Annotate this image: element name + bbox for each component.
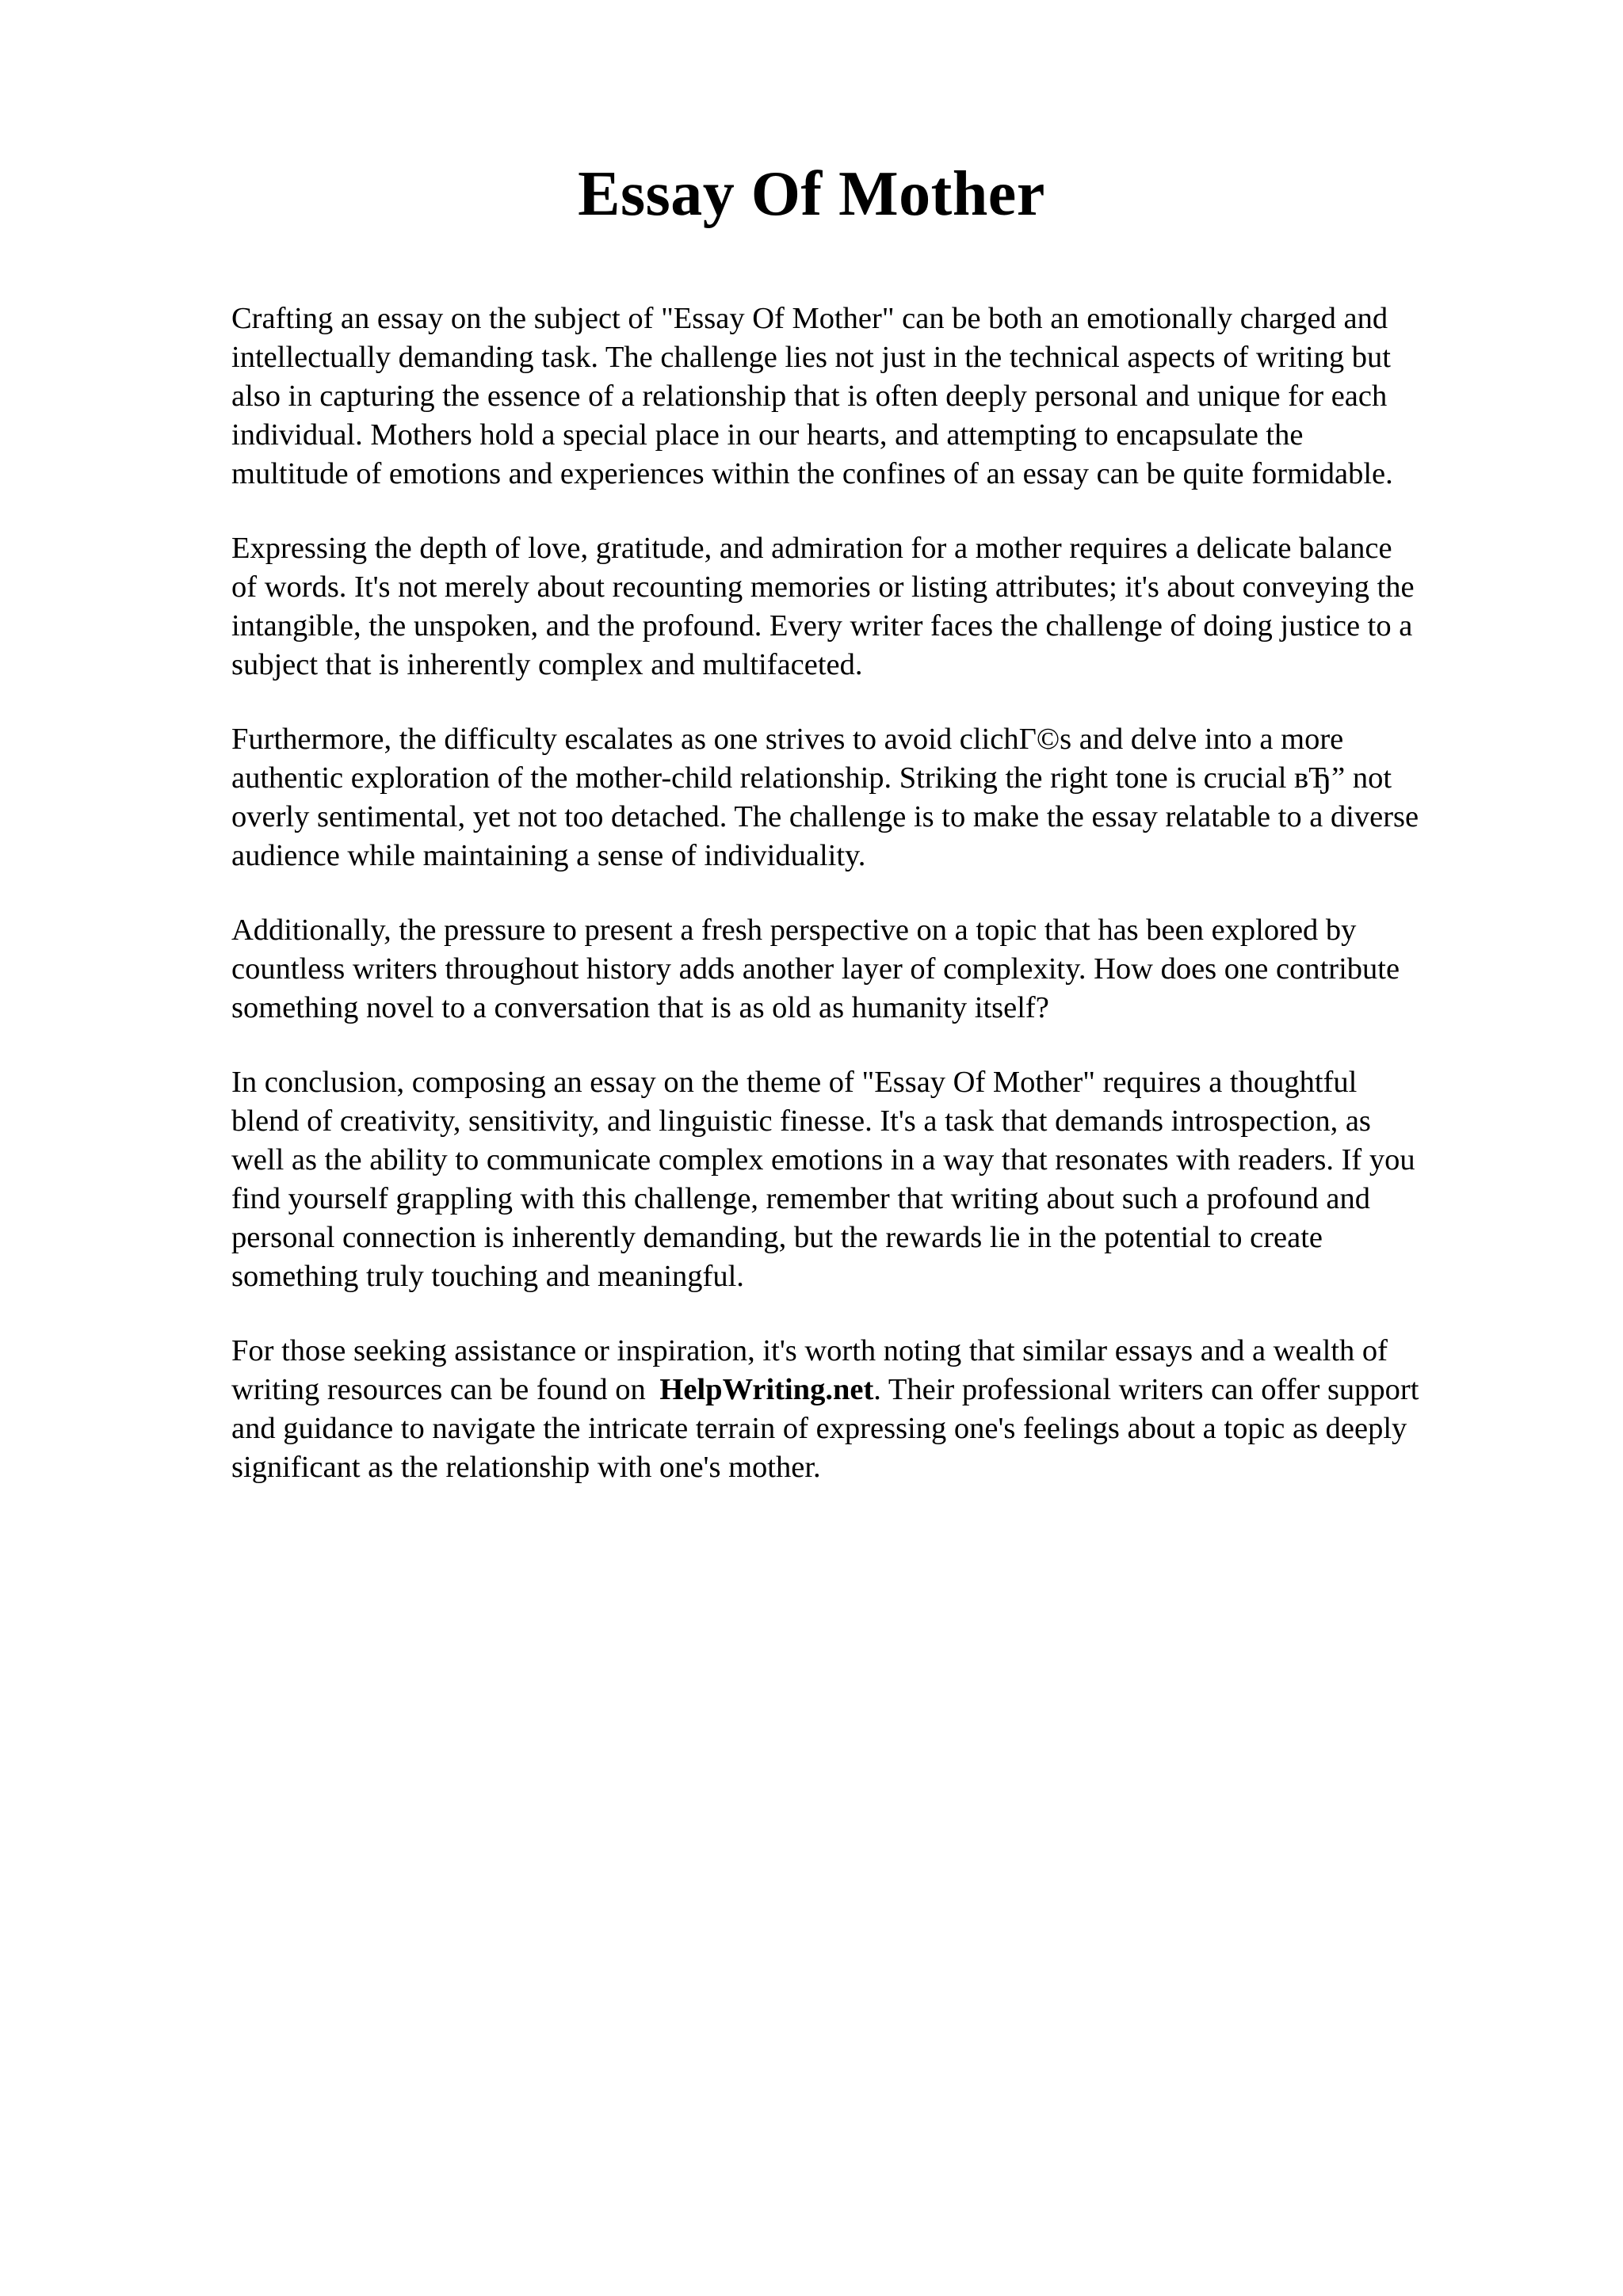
paragraph-line-with-link [231, 1371, 1531, 1409]
paragraph-line: multitude of emotions and experiences within the confines of an essay can be quite formidable. [231, 457, 1393, 490]
paragraph-line: Additionally, the pressure to present a fresh perspective on a topic that has been explored by [231, 913, 1357, 947]
paragraph-line: countless writers throughout history adds another layer of complexity. How does one contribute [231, 952, 1400, 986]
paragraph-text: writing resources can be found on [231, 1373, 646, 1406]
paragraph-line: something novel to a conversation that is as old as humanity itself? [231, 991, 1049, 1024]
paragraph-line: and guidance to navigate the intricate terrain of expressing one's feelings about a topic as deeply [231, 1412, 1407, 1445]
paragraph-line: significant as the relationship with one's mother. [231, 1451, 821, 1484]
paragraph-line: of words. It's not merely about recounting memories or listing attributes; it's about conveying the [231, 570, 1415, 604]
paragraph-line: audience while maintaining a sense of individuality. [231, 839, 866, 872]
paragraph-line: Crafting an essay on the subject of "Essay Of Mother" can be both an emotionally charged and [231, 302, 1388, 335]
paragraph-line: intangible, the unspoken, and the profound. Every writer faces the challenge of doing justice to a [231, 609, 1413, 643]
paragraph-2 [231, 529, 1531, 685]
paragraph-line: subject that is inherently complex and multifaceted. [231, 648, 863, 681]
paragraph-line: individual. Mothers hold a special place in our hearts, and attempting to encapsulate the [231, 418, 1304, 452]
paragraph-line: For those seeking assistance or inspiration, it's worth noting that similar essays and a wealth of [231, 1334, 1388, 1367]
paragraph-line: find yourself grappling with this challenge, remember that writing about such a profound and [231, 1182, 1370, 1215]
paragraph-line: In conclusion, composing an essay on the theme of "Essay Of Mother" requires a thoughtful [231, 1066, 1358, 1099]
paragraph-line: Furthermore, the difficulty escalates as one strives to avoid clichГ©s and delve into a more [231, 723, 1344, 756]
paragraph-6 [231, 1332, 1531, 1487]
paragraph-line: personal connection is inherently demanding, but the rewards lie in the potential to create [231, 1221, 1323, 1254]
paragraph-line: Expressing the depth of love, gratitude, and admiration for a mother requires a delicate balance [231, 532, 1392, 565]
paragraph-line: intellectually demanding task. The challenge lies not just in the technical aspects of writing but [231, 341, 1391, 374]
paragraph-line: well as the ability to communicate complex emotions in a way that resonates with readers. If you [231, 1143, 1415, 1177]
paragraph-line: overly sentimental, yet not too detached. The challenge is to make the essay relatable to a diverse [231, 800, 1419, 833]
paragraph-line: something truly touching and meaningful. [231, 1260, 744, 1293]
paragraph-line: blend of creativity, sensitivity, and linguistic finesse. It's a task that demands introspection, as [231, 1104, 1371, 1138]
paragraph-line: authentic exploration of the mother-child relationship. Striking the right tone is crucial вЂ” not [231, 761, 1392, 795]
document-body [231, 299, 1531, 1523]
paragraph-1 [231, 299, 1531, 494]
paragraph-3 [231, 720, 1531, 875]
helpwriting-link[interactable]: HelpWriting.net [659, 1373, 874, 1406]
paragraph-5 [231, 1063, 1531, 1296]
paragraph-text: . Their professional writers can offer support [873, 1373, 1419, 1406]
document-title: Essay Of Mother [578, 159, 1045, 229]
paragraph-4 [231, 911, 1531, 1028]
paragraph-line: also in capturing the essence of a relationship that is often deeply personal and unique for each [231, 379, 1388, 413]
